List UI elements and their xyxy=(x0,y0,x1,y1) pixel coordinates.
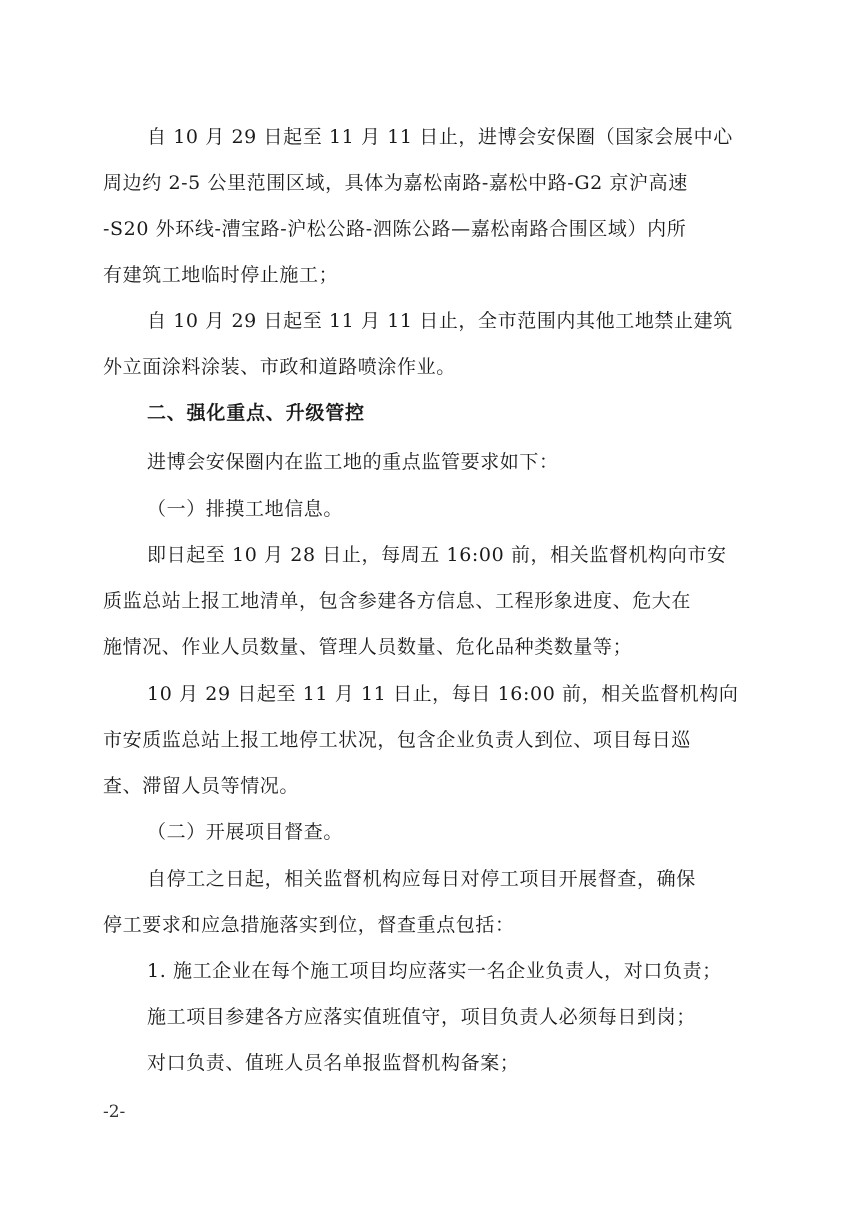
text-line: 进博会安保圈内在监工地的重点监管要求如下： xyxy=(147,451,559,473)
text-line: 即日起至 10 月 28 日止，每周五 16:00 前，相关监督机构向市安 xyxy=(147,544,727,566)
text-line: 自 10 月 29 日起至 11 月 11 日止，全市范围内其他工地禁止建筑 xyxy=(147,310,733,332)
section-heading-text: 二、强化重点、升级管控 xyxy=(147,402,365,424)
text-line: 查、滞留人员等情况。 xyxy=(103,775,300,797)
text-line: 外立面涂料涂装、市政和道路喷涂作业。 xyxy=(103,356,456,378)
text-line: -S20 外环线-漕宝路-沪松公路-泗陈公路—嘉松南路合围区域）内所 xyxy=(103,218,687,240)
text-line: 停工要求和应急措施落实到位，督查重点包括： xyxy=(103,914,515,936)
text-line: （一）排摸工地信息。 xyxy=(147,498,344,520)
text-line: 自停工之日起，相关监督机构应每日对停工项目开展督查，确保 xyxy=(147,868,696,890)
text-line: 市安质监总站上报工地停工状况，包含企业负责人到位、项目每日巡 xyxy=(103,729,692,751)
text-line: 有建筑工地临时停止施工； xyxy=(103,264,339,286)
text-line: 1. 施工企业在每个施工项目均应落实一名企业负责人，对口负责； xyxy=(147,960,722,982)
page-number: -2- xyxy=(103,1102,126,1122)
text-line: 质监总站上报工地清单，包含参建各方信息、工程形象进度、危大在 xyxy=(103,590,692,612)
text-line: 对口负责、值班人员名单报监督机构备案； xyxy=(147,1052,520,1074)
text-line: 自 10 月 29 日起至 11 月 11 日止，进博会安保圈（国家会展中心 xyxy=(147,126,733,148)
text-line: 施工项目参建各方应落实值班值守，项目负责人必须每日到岗； xyxy=(147,1006,696,1028)
text-line: 周边约 2-5 公里范围区域，具体为嘉松南路-嘉松中路-G2 京沪高速 xyxy=(103,172,688,194)
text-line: 施情况、作业人员数量、管理人员数量、危化品种类数量等； xyxy=(103,636,633,658)
text-line: （二）开展项目督查。 xyxy=(147,821,344,843)
text-line: 10 月 29 日起至 11 月 11 日止，每日 16:00 前，相关监督机构向 xyxy=(147,683,739,705)
